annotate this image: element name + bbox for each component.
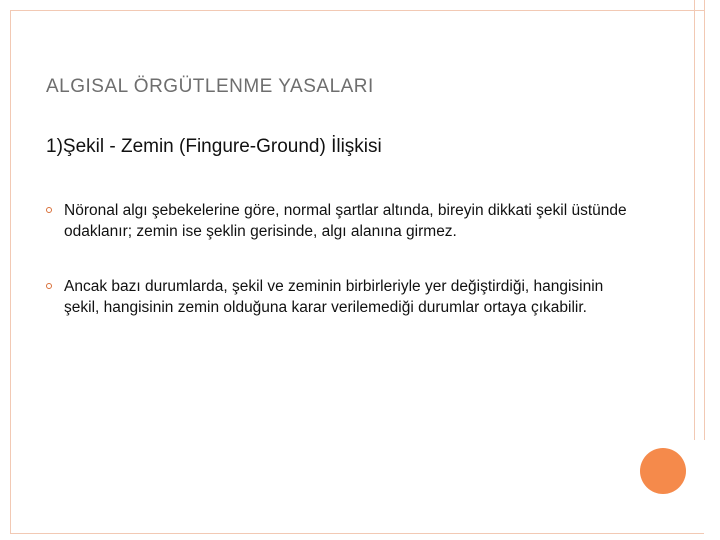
bullet-item <box>46 276 636 318</box>
orange-circle-icon <box>640 448 686 494</box>
slide-subtitle: 1)Şekil - Zemin (Fingure-Ground) İlişkisi <box>46 136 382 157</box>
hollow-circle-bullet-icon <box>46 283 52 289</box>
slide-right-rule <box>694 0 695 440</box>
bullet-list <box>46 200 636 352</box>
slide-title: ALGISAL ÖRGÜTLENME YASALARI <box>46 76 374 97</box>
slide-right-rule-secondary <box>704 0 705 440</box>
bullet-item <box>46 200 636 242</box>
hollow-circle-bullet-icon <box>46 207 52 213</box>
bullet-text: Ancak bazı durumlarda, şekil ve zeminin birbirleriyle yer değiştirdiği, hangisinin şekil, hangisinin zemin olduğuna karar verilemediği durumlar ortaya çıkabilir. <box>64 278 604 316</box>
bullet-text: Nöronal algı şebekelerine göre, normal şartlar altında, bireyin dikkati şekil üstünde odaklanır; zemin ise şeklin gerisinde, algı alanına girmez. <box>64 202 627 240</box>
